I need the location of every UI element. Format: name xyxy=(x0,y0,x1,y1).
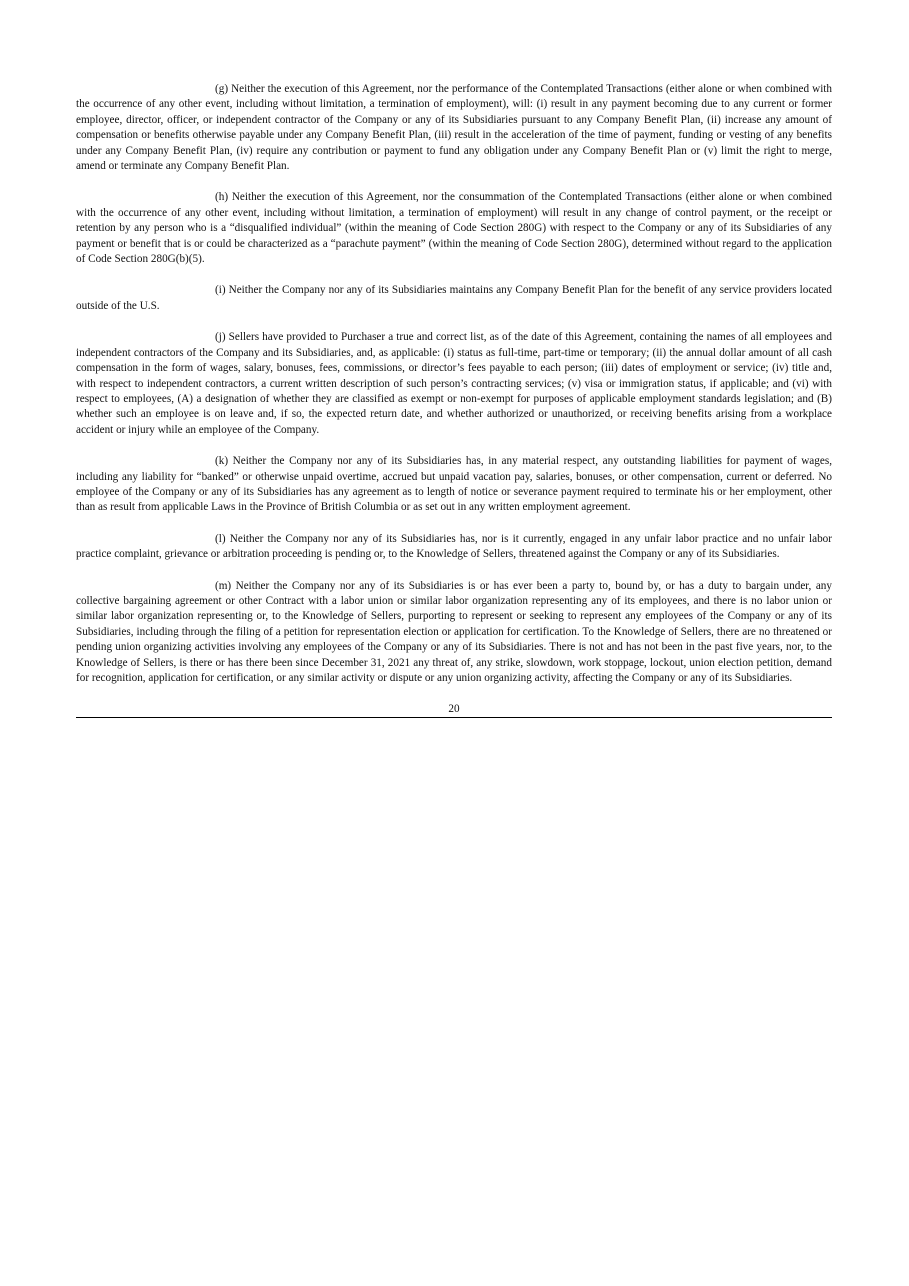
page-bottom-rule xyxy=(76,717,832,718)
paragraph-j: (j) Sellers have provided to Purchaser a true and correct list, as of the date of this Agreement, containing the names of all employees and independent contractors of the Company and its Subsidiaries, and, as applicable: (i) status as full-time, part-time or temporary; (ii) the annual dollar amount of all cash compensation in the form of wages, salary, bonuses, fees, commissions, or director’s fees payable to each person; (iii) dates of employment or service; (iv) title and, with respect to independent contractors, a current written description of such person’s contracting services; (v) visa or immigration status, if applicable; and (vi) with respect to employees, (A) a designation of whether they are classified as exempt or non-exempt for purposes of applicable employment standards legislation; and (B) whether such an employee is on leave and, if so, the expected return date, and whether authorized or unauthorized, or receiving benefits arising from a workplace accident or injury while an employee of the Company. xyxy=(76,331,832,436)
document-page xyxy=(76,82,832,718)
paragraph-k: (k) Neither the Company nor any of its Subsidiaries has, in any material respect, any outstanding liabilities for payment of wages, including any liability for “banked” or otherwise unpaid overtime, accrued but unpaid vacation pay, salaries, bonuses, or other compensation, current or deferred. No employee of the Company or any of its Subsidiaries has any agreement as to length of notice or severance payment required to terminate his or her employment, other than as result from applicable Laws in the Province of British Columbia or as set out in any written employment agreement. xyxy=(76,455,832,514)
paragraph-g: (g) Neither the execution of this Agreement, nor the performance of the Contemplated Transactions (either alone or when combined with the occurrence of any other event, including without limitation, a termination of employment), will: (i) result in any payment becoming due to any current or former employee, director, officer, or independent contractor of the Company or any of its Subsidiaries pursuant to any Company Benefit Plan, (ii) increase any amount of compensation or benefits otherwise payable under any Company Benefit Plan, (iii) result in the acceleration of the time of payment, funding or vesting of any benefits under any Company Benefit Plan, (iv) require any contribution or payment to fund any obligation under any Company Benefit Plan or (v) limit the right to merge, amend or terminate any Company Benefit Plan. xyxy=(76,83,832,173)
paragraph-l: (l) Neither the Company nor any of its Subsidiaries has, nor is it currently, engaged in any unfair labor practice and no unfair labor practice complaint, grievance or arbitration proceeding is pending or, to the Knowledge of Sellers, threatened against the Company or any of its Subsidiaries. xyxy=(76,532,832,561)
paragraph-i: (i) Neither the Company nor any of its Subsidiaries maintains any Company Benefit Plan for the benefit of any service providers located outside of the U.S. xyxy=(76,284,832,312)
paragraph-m: (m) Neither the Company nor any of its Subsidiaries is or has ever been a party to, bound by, or has a duty to bargain under, any collective bargaining agreement or other Contract with a labor union or similar labor organization representing any of its employees, and there is no labor union or similar labor organization representing or, to the Knowledge of Sellers, purporting to represent or seeking to represent any employees of the Company or any of its Subsidiaries, including through the filing of a petition for representation election or application for certification. To the Knowledge of Sellers, there are no threatened or pending union organizing activities involving any employees of the Company or any of its Subsidiaries. There is not and has not been in the past five years, nor, to the Knowledge of Sellers, is there or has there been since December 31, 2021 any threat of, any strike, slowdown, work stoppage, lockout, union election petition, demand for recognition, application for certification, or any similar activity or dispute or any union organizing activity, affecting the Company or any of its Subsidiaries. xyxy=(76,579,832,684)
paragraph-h: (h) Neither the execution of this Agreement, nor the consummation of the Contemplated Transactions (either alone or when combined with the occurrence of any other event, including without limitation, a termination of employment) will result in any change of control payment, or the receipt or retention by any person who is a “disqualified individual” (within the meaning of Code Section 280G) with respect to the Company or any of its Subsidiaries of any payment or benefit that is or could be characterized as a “parachute payment” (within the meaning of Code Section 280G), determined without regard to the application of Code Section 280G(b)(5). xyxy=(76,191,832,266)
page-number: 20 xyxy=(448,703,460,716)
